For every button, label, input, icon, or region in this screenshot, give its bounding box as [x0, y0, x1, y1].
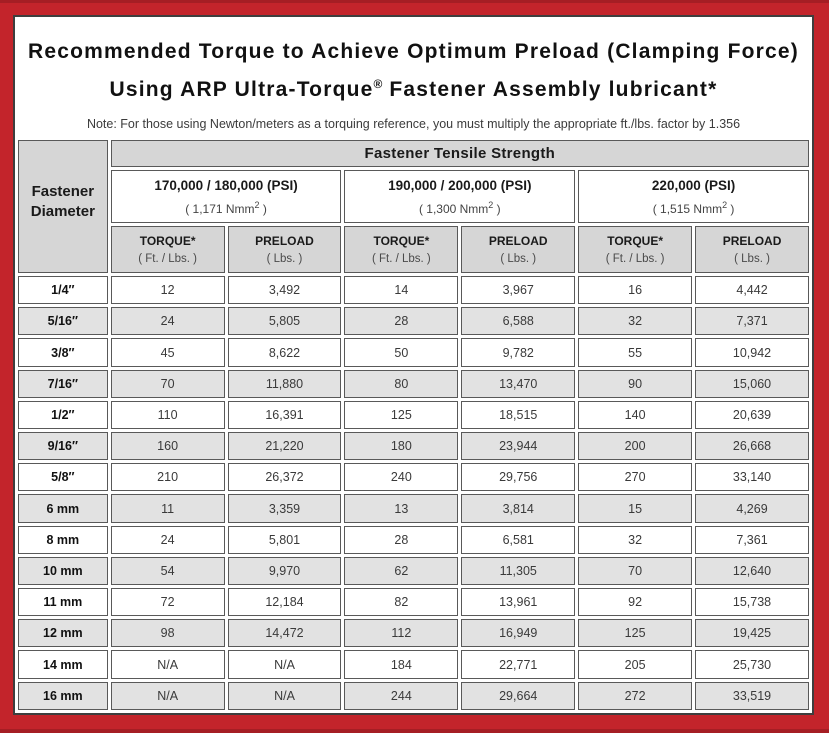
- value-cell: 15,060: [695, 370, 809, 398]
- value-cell: 112: [344, 619, 458, 647]
- value-cell: 6,588: [461, 307, 575, 335]
- value-cell: 9,970: [228, 557, 342, 585]
- diameter-cell: 14 mm: [18, 650, 108, 678]
- torque-col-header-3: TORQUE* ( Ft. / Lbs. ): [578, 226, 692, 273]
- value-cell: 272: [578, 682, 692, 710]
- value-cell: 80: [344, 370, 458, 398]
- diameter-cell: 7/16″: [18, 370, 108, 398]
- value-cell: 240: [344, 463, 458, 491]
- value-cell: 6,581: [461, 526, 575, 554]
- value-cell: 4,442: [695, 276, 809, 304]
- preload-col-header-1: PRELOAD ( Lbs. ): [228, 226, 342, 273]
- table-row: [18, 401, 809, 429]
- table-row: [18, 494, 809, 522]
- table-row: [18, 432, 809, 460]
- value-cell: 140: [578, 401, 692, 429]
- value-cell: 13,961: [461, 588, 575, 616]
- value-cell: 9,782: [461, 338, 575, 366]
- strength-group-2-header: 190,000 / 200,000 (PSI) ( 1,300 Nmm$^2$ ): [344, 170, 575, 223]
- content-box: [13, 15, 814, 715]
- value-cell: 19,425: [695, 619, 809, 647]
- diameter-cell: 9/16″: [18, 432, 108, 460]
- table-row: [18, 463, 809, 491]
- value-cell: 160: [111, 432, 225, 460]
- value-cell: 22,771: [461, 650, 575, 678]
- value-cell: 82: [344, 588, 458, 616]
- page-title: [23, 35, 804, 106]
- value-cell: 32: [578, 307, 692, 335]
- value-cell: 28: [344, 307, 458, 335]
- value-cell: 29,664: [461, 682, 575, 710]
- value-cell: 125: [578, 619, 692, 647]
- diameter-cell: 1/4″: [18, 276, 108, 304]
- diameter-cell: 16 mm: [18, 682, 108, 710]
- value-cell: 45: [111, 338, 225, 366]
- value-cell: 21,220: [228, 432, 342, 460]
- value-cell: 18,515: [461, 401, 575, 429]
- value-cell: 26,372: [228, 463, 342, 491]
- fastener-diameter-header: Fastener Diameter: [18, 140, 108, 273]
- value-cell: 29,756: [461, 463, 575, 491]
- value-cell: 23,944: [461, 432, 575, 460]
- table-row: [18, 370, 809, 398]
- value-cell: 11: [111, 494, 225, 522]
- value-cell: 16: [578, 276, 692, 304]
- preload-col-header-2: PRELOAD ( Lbs. ): [461, 226, 575, 273]
- value-cell: 10,942: [695, 338, 809, 366]
- title-block: [15, 17, 812, 137]
- value-cell: 55: [578, 338, 692, 366]
- value-cell: 244: [344, 682, 458, 710]
- value-cell: 3,967: [461, 276, 575, 304]
- value-cell: 98: [111, 619, 225, 647]
- value-cell: 26,668: [695, 432, 809, 460]
- value-cell: 70: [578, 557, 692, 585]
- value-cell: 4,269: [695, 494, 809, 522]
- diameter-cell: 8 mm: [18, 526, 108, 554]
- value-cell: 28: [344, 526, 458, 554]
- table-row: [18, 557, 809, 585]
- value-cell: 200: [578, 432, 692, 460]
- value-cell: 110: [111, 401, 225, 429]
- torque-col-header-2: TORQUE* ( Ft. / Lbs. ): [344, 226, 458, 273]
- value-cell: 92: [578, 588, 692, 616]
- strength-group-3-header: 220,000 (PSI) ( 1,515 Nmm$^2$ ): [578, 170, 809, 223]
- title-line1: Recommended Torque to Achieve Optimum Preload (Clamping Force): [28, 40, 799, 63]
- table-row: [18, 682, 809, 710]
- value-cell: 7,361: [695, 526, 809, 554]
- diameter-cell: 5/16″: [18, 307, 108, 335]
- value-cell: 70: [111, 370, 225, 398]
- value-cell: 3,359: [228, 494, 342, 522]
- value-cell: N/A: [228, 650, 342, 678]
- value-cell: 14,472: [228, 619, 342, 647]
- value-cell: 16,391: [228, 401, 342, 429]
- table-row: [18, 588, 809, 616]
- title-line2: Using ARP Ultra-Torque® Fastener Assembly lubricant*: [109, 77, 718, 101]
- value-cell: 32: [578, 526, 692, 554]
- value-cell: 33,140: [695, 463, 809, 491]
- value-cell: 11,305: [461, 557, 575, 585]
- value-cell: 270: [578, 463, 692, 491]
- diameter-cell: 10 mm: [18, 557, 108, 585]
- value-cell: 62: [344, 557, 458, 585]
- tensile-strength-header: Fastener Tensile Strength: [111, 140, 809, 167]
- value-cell: 90: [578, 370, 692, 398]
- value-cell: 3,814: [461, 494, 575, 522]
- value-cell: N/A: [111, 650, 225, 678]
- value-cell: 16,949: [461, 619, 575, 647]
- value-cell: 125: [344, 401, 458, 429]
- table-row: [18, 526, 809, 554]
- value-cell: 13: [344, 494, 458, 522]
- table-row: [18, 650, 809, 678]
- value-cell: 33,519: [695, 682, 809, 710]
- value-cell: 11,880: [228, 370, 342, 398]
- value-cell: 50: [344, 338, 458, 366]
- value-cell: 8,622: [228, 338, 342, 366]
- value-cell: 5,801: [228, 526, 342, 554]
- note-text: Note: For those using Newton/meters as a torquing reference, you must multiply the appropriate ft./lbs. factor by 1.356: [86, 117, 741, 131]
- diameter-cell: 5/8″: [18, 463, 108, 491]
- value-cell: 20,639: [695, 401, 809, 429]
- value-cell: 15,738: [695, 588, 809, 616]
- diameter-cell: 6 mm: [18, 494, 108, 522]
- value-cell: 12: [111, 276, 225, 304]
- value-cell: 25,730: [695, 650, 809, 678]
- value-cell: 14: [344, 276, 458, 304]
- value-cell: 24: [111, 526, 225, 554]
- value-cell: 7,371: [695, 307, 809, 335]
- value-cell: 24: [111, 307, 225, 335]
- value-cell: 180: [344, 432, 458, 460]
- strength-group-1-header: 170,000 / 180,000 (PSI) ( 1,171 Nmm$^2$ ): [111, 170, 342, 223]
- value-cell: 5,805: [228, 307, 342, 335]
- diameter-cell: 3/8″: [18, 338, 108, 366]
- table-row: [18, 276, 809, 304]
- value-cell: 13,470: [461, 370, 575, 398]
- value-cell: N/A: [228, 682, 342, 710]
- table-row: [18, 307, 809, 335]
- value-cell: 12,184: [228, 588, 342, 616]
- value-cell: 12,640: [695, 557, 809, 585]
- registered-mark: ®: [373, 77, 383, 91]
- value-cell: 205: [578, 650, 692, 678]
- value-cell: 184: [344, 650, 458, 678]
- value-cell: 72: [111, 588, 225, 616]
- torque-col-header-1: TORQUE* ( Ft. / Lbs. ): [111, 226, 225, 273]
- diameter-cell: 11 mm: [18, 588, 108, 616]
- value-cell: 3,492: [228, 276, 342, 304]
- diameter-cell: 1/2″: [18, 401, 108, 429]
- value-cell: N/A: [111, 682, 225, 710]
- diameter-cell: 12 mm: [18, 619, 108, 647]
- table-row: [18, 338, 809, 366]
- value-cell: 54: [111, 557, 225, 585]
- torque-table: [15, 137, 812, 713]
- value-cell: 15: [578, 494, 692, 522]
- table-row: [18, 619, 809, 647]
- preload-col-header-3: PRELOAD ( Lbs. ): [695, 226, 809, 273]
- table-body: [18, 276, 809, 710]
- value-cell: 210: [111, 463, 225, 491]
